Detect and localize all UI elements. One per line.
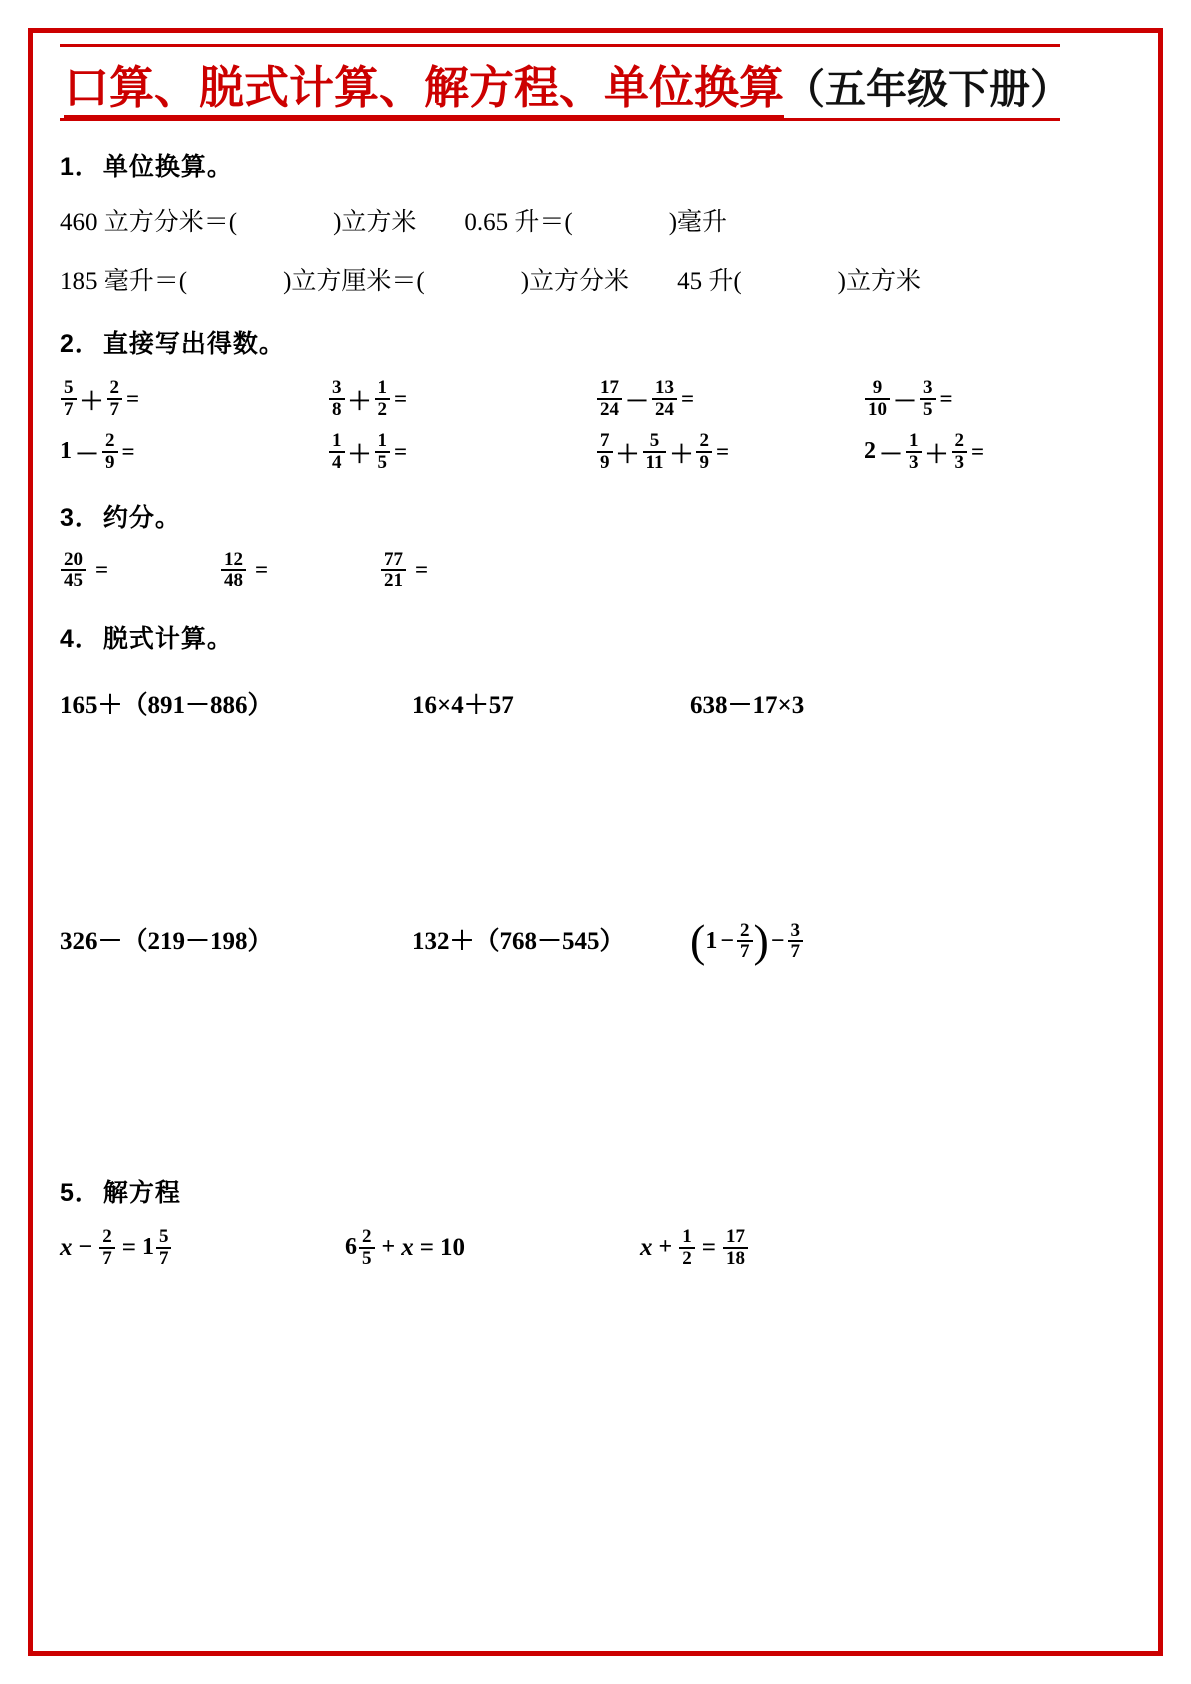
operator: －	[625, 389, 649, 416]
operator: －	[893, 389, 917, 416]
numerator: 17	[725, 1226, 745, 1248]
equation-x-minus-2-7-equals-1-5-7	[60, 1227, 172, 1268]
expression-5-7-plus-2-7	[60, 378, 139, 419]
numerator: 1	[332, 430, 342, 452]
section-5-title: 解方程	[102, 1179, 181, 1208]
section-1-heading	[60, 147, 1135, 183]
numerator: 12	[224, 548, 243, 570]
problem-cell	[596, 378, 864, 419]
equals-sign: =	[715, 438, 730, 464]
expression-16x4-plus-57: 16×4＋57	[412, 691, 514, 719]
numerator: 2	[740, 919, 750, 941]
problem-cell	[60, 378, 328, 419]
conv-2-part-2: )立方厘米＝(	[283, 267, 425, 295]
section-2-title: 直接写出得数。	[102, 330, 285, 359]
expression-12-48	[220, 550, 268, 591]
problem-cell	[380, 550, 540, 591]
problem-cell	[345, 1227, 640, 1268]
expression-3-8-plus-1-2	[328, 378, 407, 419]
fraction	[723, 1227, 748, 1268]
numerator: 2	[109, 377, 119, 399]
problem-cell	[690, 685, 804, 721]
expression-165-plus-891-minus-886: 165＋（891－886）	[60, 691, 273, 719]
numerator: 3	[332, 377, 342, 399]
section-2-number: 2．	[60, 330, 101, 359]
page-title	[60, 63, 1135, 113]
fraction	[375, 431, 391, 472]
section-2-heading	[60, 324, 1135, 360]
problem-cell	[864, 431, 1132, 472]
stepwise-calc-row-1	[60, 685, 1135, 721]
problem-cell	[328, 431, 596, 472]
right-hand-side: 10	[439, 1233, 465, 1261]
denominator: 3	[906, 451, 922, 472]
denominator: 8	[329, 398, 345, 419]
operator: ＋	[615, 442, 640, 469]
equation-x-plus-1-2-equals-17-18	[640, 1227, 749, 1268]
problem-cell	[220, 550, 380, 591]
numerator: 20	[64, 548, 83, 570]
expression-77-21	[380, 550, 428, 591]
equals-sign: =	[971, 438, 985, 464]
denominator: 4	[329, 451, 345, 472]
equation-6-2-5-plus-x-equals-10	[345, 1227, 465, 1268]
numerator: 13	[655, 377, 674, 399]
expression-2-minus-1-3-plus-2-3	[864, 431, 984, 472]
expression-20-45	[60, 550, 108, 591]
whole-number: 2	[864, 438, 876, 465]
conv-1-part-3: 0.65 升＝(	[464, 209, 573, 237]
reduce-fractions-row	[60, 550, 1135, 591]
expression-1-4-plus-1-5	[328, 431, 407, 472]
denominator: 10	[865, 398, 890, 419]
denominator: 45	[61, 569, 86, 590]
expression-1-minus-2-7-minus-3-7	[690, 914, 804, 966]
unit-conversion-row-1	[60, 207, 1135, 240]
numerator: 2	[699, 430, 709, 452]
fraction	[107, 378, 123, 419]
problem-cell	[690, 914, 804, 966]
denominator: 7	[107, 398, 123, 419]
fraction	[329, 431, 345, 472]
denominator: 3	[952, 451, 968, 472]
operator: －	[879, 442, 903, 469]
operator: ＋	[347, 442, 372, 469]
fraction	[920, 378, 936, 419]
conv-2-part-5: )立方米	[837, 267, 921, 295]
conv-1-part-1: 460 立方分米＝(	[60, 209, 238, 237]
unit-conversion-row-2	[60, 266, 1135, 299]
numerator: 5	[649, 430, 660, 452]
operator: −	[78, 1234, 93, 1261]
fraction	[696, 431, 712, 472]
numerator: 1	[682, 1226, 692, 1248]
denominator: 11	[643, 451, 667, 472]
denominator: 24	[597, 398, 622, 419]
denominator: 7	[737, 940, 753, 961]
oral-calc-row-2	[60, 431, 1135, 472]
fraction	[61, 378, 77, 419]
section-1-title: 单位换算。	[102, 153, 233, 182]
problem-cell	[596, 431, 864, 472]
whole-number: 1	[141, 1234, 154, 1261]
operator: +	[658, 1234, 673, 1261]
numerator: 1	[377, 430, 387, 452]
fraction	[597, 378, 622, 419]
page-title-sub: （五年级下册）	[784, 66, 1072, 112]
conv-2-part-1: 185 毫升＝(	[60, 267, 188, 295]
problem-cell	[60, 550, 220, 591]
conv-1-part-4: )毫升	[668, 209, 728, 237]
denominator: 5	[359, 1247, 375, 1268]
numerator: 77	[384, 548, 403, 570]
denominator: 18	[723, 1247, 748, 1268]
denominator: 21	[381, 569, 406, 590]
problem-cell	[412, 685, 690, 721]
expression-9-10-minus-3-5	[864, 378, 953, 419]
denominator: 2	[375, 398, 391, 419]
denominator: 7	[99, 1247, 115, 1268]
equals-sign: =	[255, 557, 269, 583]
fraction	[652, 378, 677, 419]
numerator: 3	[923, 377, 933, 399]
section-5-heading	[60, 1173, 1135, 1209]
title-top-rule	[60, 44, 1060, 47]
fraction	[359, 1227, 375, 1268]
equals-sign: =	[121, 1233, 136, 1261]
denominator: 24	[652, 398, 677, 419]
fraction	[329, 378, 345, 419]
open-paren: (	[690, 914, 706, 966]
section-3-title: 约分。	[102, 503, 181, 532]
close-paren: )	[753, 914, 769, 966]
fraction	[381, 550, 406, 591]
problem-cell	[640, 1227, 940, 1268]
numerator: 3	[790, 919, 801, 941]
equals-sign: =	[419, 1233, 434, 1261]
numerator: 17	[600, 377, 619, 399]
denominator: 48	[221, 569, 246, 590]
numerator: 5	[158, 1226, 169, 1248]
fraction	[156, 1227, 172, 1268]
numerator: 2	[102, 1226, 112, 1248]
oral-calc-row-1	[60, 378, 1135, 419]
problem-cell	[60, 431, 328, 472]
operator: ＋	[669, 442, 694, 469]
problem-cell	[328, 378, 596, 419]
denominator: 2	[679, 1247, 695, 1268]
operator: −	[720, 927, 735, 954]
fraction	[679, 1227, 695, 1268]
expression-132-plus-768-minus-545: 132＋（768－545）	[412, 927, 625, 955]
fraction	[61, 550, 86, 591]
denominator: 9	[597, 451, 613, 472]
numerator: 1	[909, 430, 919, 452]
operator: ＋	[79, 389, 104, 416]
fraction	[375, 378, 391, 419]
problem-cell	[412, 921, 690, 962]
worksheet-content	[60, 44, 1135, 1268]
section-4-number: 4．	[60, 624, 101, 653]
expression-1-minus-2-9	[60, 431, 135, 472]
equals-sign: =	[394, 385, 408, 411]
section-5-number: 5．	[60, 1179, 101, 1208]
numerator: 2	[362, 1226, 372, 1248]
denominator: 7	[788, 940, 804, 961]
numerator: 2	[105, 430, 115, 452]
problem-cell	[60, 1227, 345, 1268]
equals-sign: =	[939, 385, 953, 411]
equals-sign: =	[126, 385, 140, 411]
equals-sign: =	[394, 438, 408, 464]
whole-number: 6	[345, 1234, 357, 1261]
variable-x: x	[640, 1233, 653, 1261]
numerator: 2	[954, 430, 964, 452]
expression-326-minus-219-minus-198: 326－（219－198）	[60, 927, 273, 955]
fraction	[865, 378, 890, 419]
conv-2-part-4: 45 升(	[677, 267, 742, 295]
section-3-number: 3．	[60, 503, 101, 532]
equations-row	[60, 1227, 1135, 1268]
operator: ＋	[347, 389, 372, 416]
denominator: 9	[696, 451, 712, 472]
section-4-title: 脱式计算。	[102, 624, 233, 653]
operator: －	[75, 442, 99, 469]
fraction	[737, 921, 753, 962]
equals-sign: =	[681, 385, 695, 411]
operator: −	[770, 927, 785, 954]
fraction	[906, 431, 922, 472]
equals-sign: =	[415, 557, 429, 583]
denominator: 7	[61, 398, 77, 419]
problem-cell	[60, 921, 412, 962]
operator: +	[381, 1234, 396, 1261]
expression-7-9-plus-5-11-plus-2-9	[596, 431, 729, 472]
expression-638-minus-17x3: 638－17×3	[690, 691, 805, 719]
variable-x: x	[401, 1233, 414, 1261]
section-3-heading	[60, 498, 1135, 534]
variable-x: x	[60, 1233, 73, 1261]
whole-number: 1	[60, 438, 72, 465]
numerator: 7	[600, 430, 610, 452]
denominator: 5	[375, 451, 391, 472]
numerator: 9	[872, 377, 883, 399]
fraction	[99, 1227, 115, 1268]
equals-sign: =	[701, 1233, 716, 1261]
conv-1-part-2: )立方米	[333, 209, 417, 237]
section-4-heading	[60, 619, 1135, 655]
fraction	[952, 431, 968, 472]
numerator: 5	[64, 377, 74, 399]
section-1-number: 1．	[60, 153, 101, 182]
equals-sign: =	[95, 557, 109, 583]
fraction	[597, 431, 613, 472]
conv-2-part-3: )立方分米	[520, 267, 630, 295]
fraction	[221, 550, 246, 591]
whole-number: 1	[705, 927, 718, 954]
denominator: 7	[156, 1247, 172, 1268]
denominator: 5	[920, 398, 936, 419]
problem-cell	[864, 378, 1132, 419]
fraction	[643, 431, 667, 472]
operator: ＋	[924, 442, 949, 469]
fraction	[102, 431, 118, 472]
equals-sign: =	[121, 438, 135, 464]
problem-cell	[60, 685, 412, 721]
denominator: 9	[102, 451, 118, 472]
stepwise-calc-row-2	[60, 914, 1135, 966]
page-title-main: 口算、脱式计算、解方程、单位换算	[64, 62, 784, 119]
fraction	[788, 921, 804, 962]
expression-17-24-minus-13-24	[596, 378, 694, 419]
numerator: 1	[377, 377, 387, 399]
